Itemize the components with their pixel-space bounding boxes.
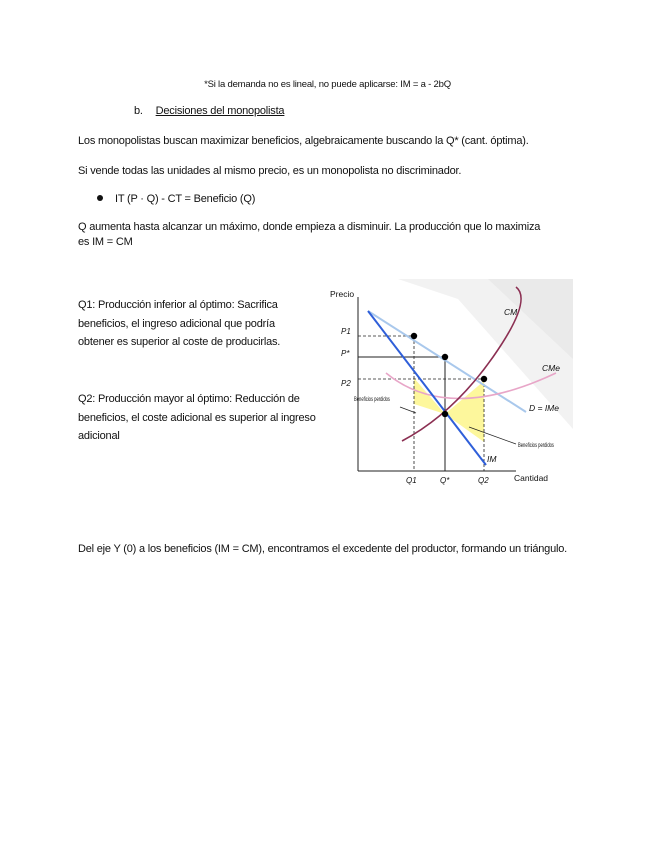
point-p-star [442,354,448,360]
paragraph-q1: Q1: Producción inferior al óptimo: Sacrifica beneficios, el ingreso adicional que podría obtener es superior al coste de producirlas. [78,299,281,348]
paragraph-q2: Q2: Producción mayor al óptimo: Reducción de beneficios, el coste adicional es superior al ingreso adicional [78,393,316,442]
annotation-right: Beneficios perdidos [518,443,554,449]
label-cm: CM [504,307,518,317]
x-axis-label: Cantidad [514,473,549,483]
point-p2 [481,376,487,382]
section-marker: b. [134,105,143,117]
lost-benefit-area-left [414,378,445,414]
paragraph-non-discriminating: Si vende todas las unidades al mismo precio, es un monopolista no discriminador. [78,165,462,177]
point-p1 [411,333,417,339]
bullet-icon [97,195,103,201]
point-optimum [442,411,448,417]
paragraph-producer-surplus: Del eje Y (0) a los beneficios (IM = CM), encontramos el excedente del productor, formando un triángulo. [78,543,568,555]
tick-label-q1: Q1 [406,476,417,485]
tick-label-p-star: P* [341,349,350,358]
monopoly-chart [328,279,573,489]
annotation-left: Beneficios perdidos [354,397,390,403]
bullet-list-item [97,192,255,207]
label-im: IM [487,454,497,464]
tick-label-q2: Q2 [478,476,489,485]
bullet-text: IT (P · Q) - CT = Beneficio (Q) [115,193,256,205]
paragraph-optimal-output: Q aumenta hasta alcanzar un máximo, donde empieza a disminuir. La producción que lo maximiza es IM = CM [78,221,541,248]
tick-label-p2: P2 [341,379,351,388]
section-title: Decisiones del monopolista [155,105,285,117]
tick-label-p1: P1 [341,327,351,336]
paragraph-maximize: Los monopolistas buscan maximizar beneficios, algebraicamente buscando la Q* (cant. óptima). [78,135,529,147]
label-demand: D = IMe [529,403,559,413]
formula-note: *Si la demanda no es lineal, no puede aplicarse: IM = a - 2bQ [204,79,451,90]
section-heading [134,104,284,119]
label-cme: CMe [542,363,560,373]
lost-benefit-area-right [445,381,484,442]
tick-label-q-star: Q* [440,476,450,485]
y-axis-label: Precio [330,289,355,299]
